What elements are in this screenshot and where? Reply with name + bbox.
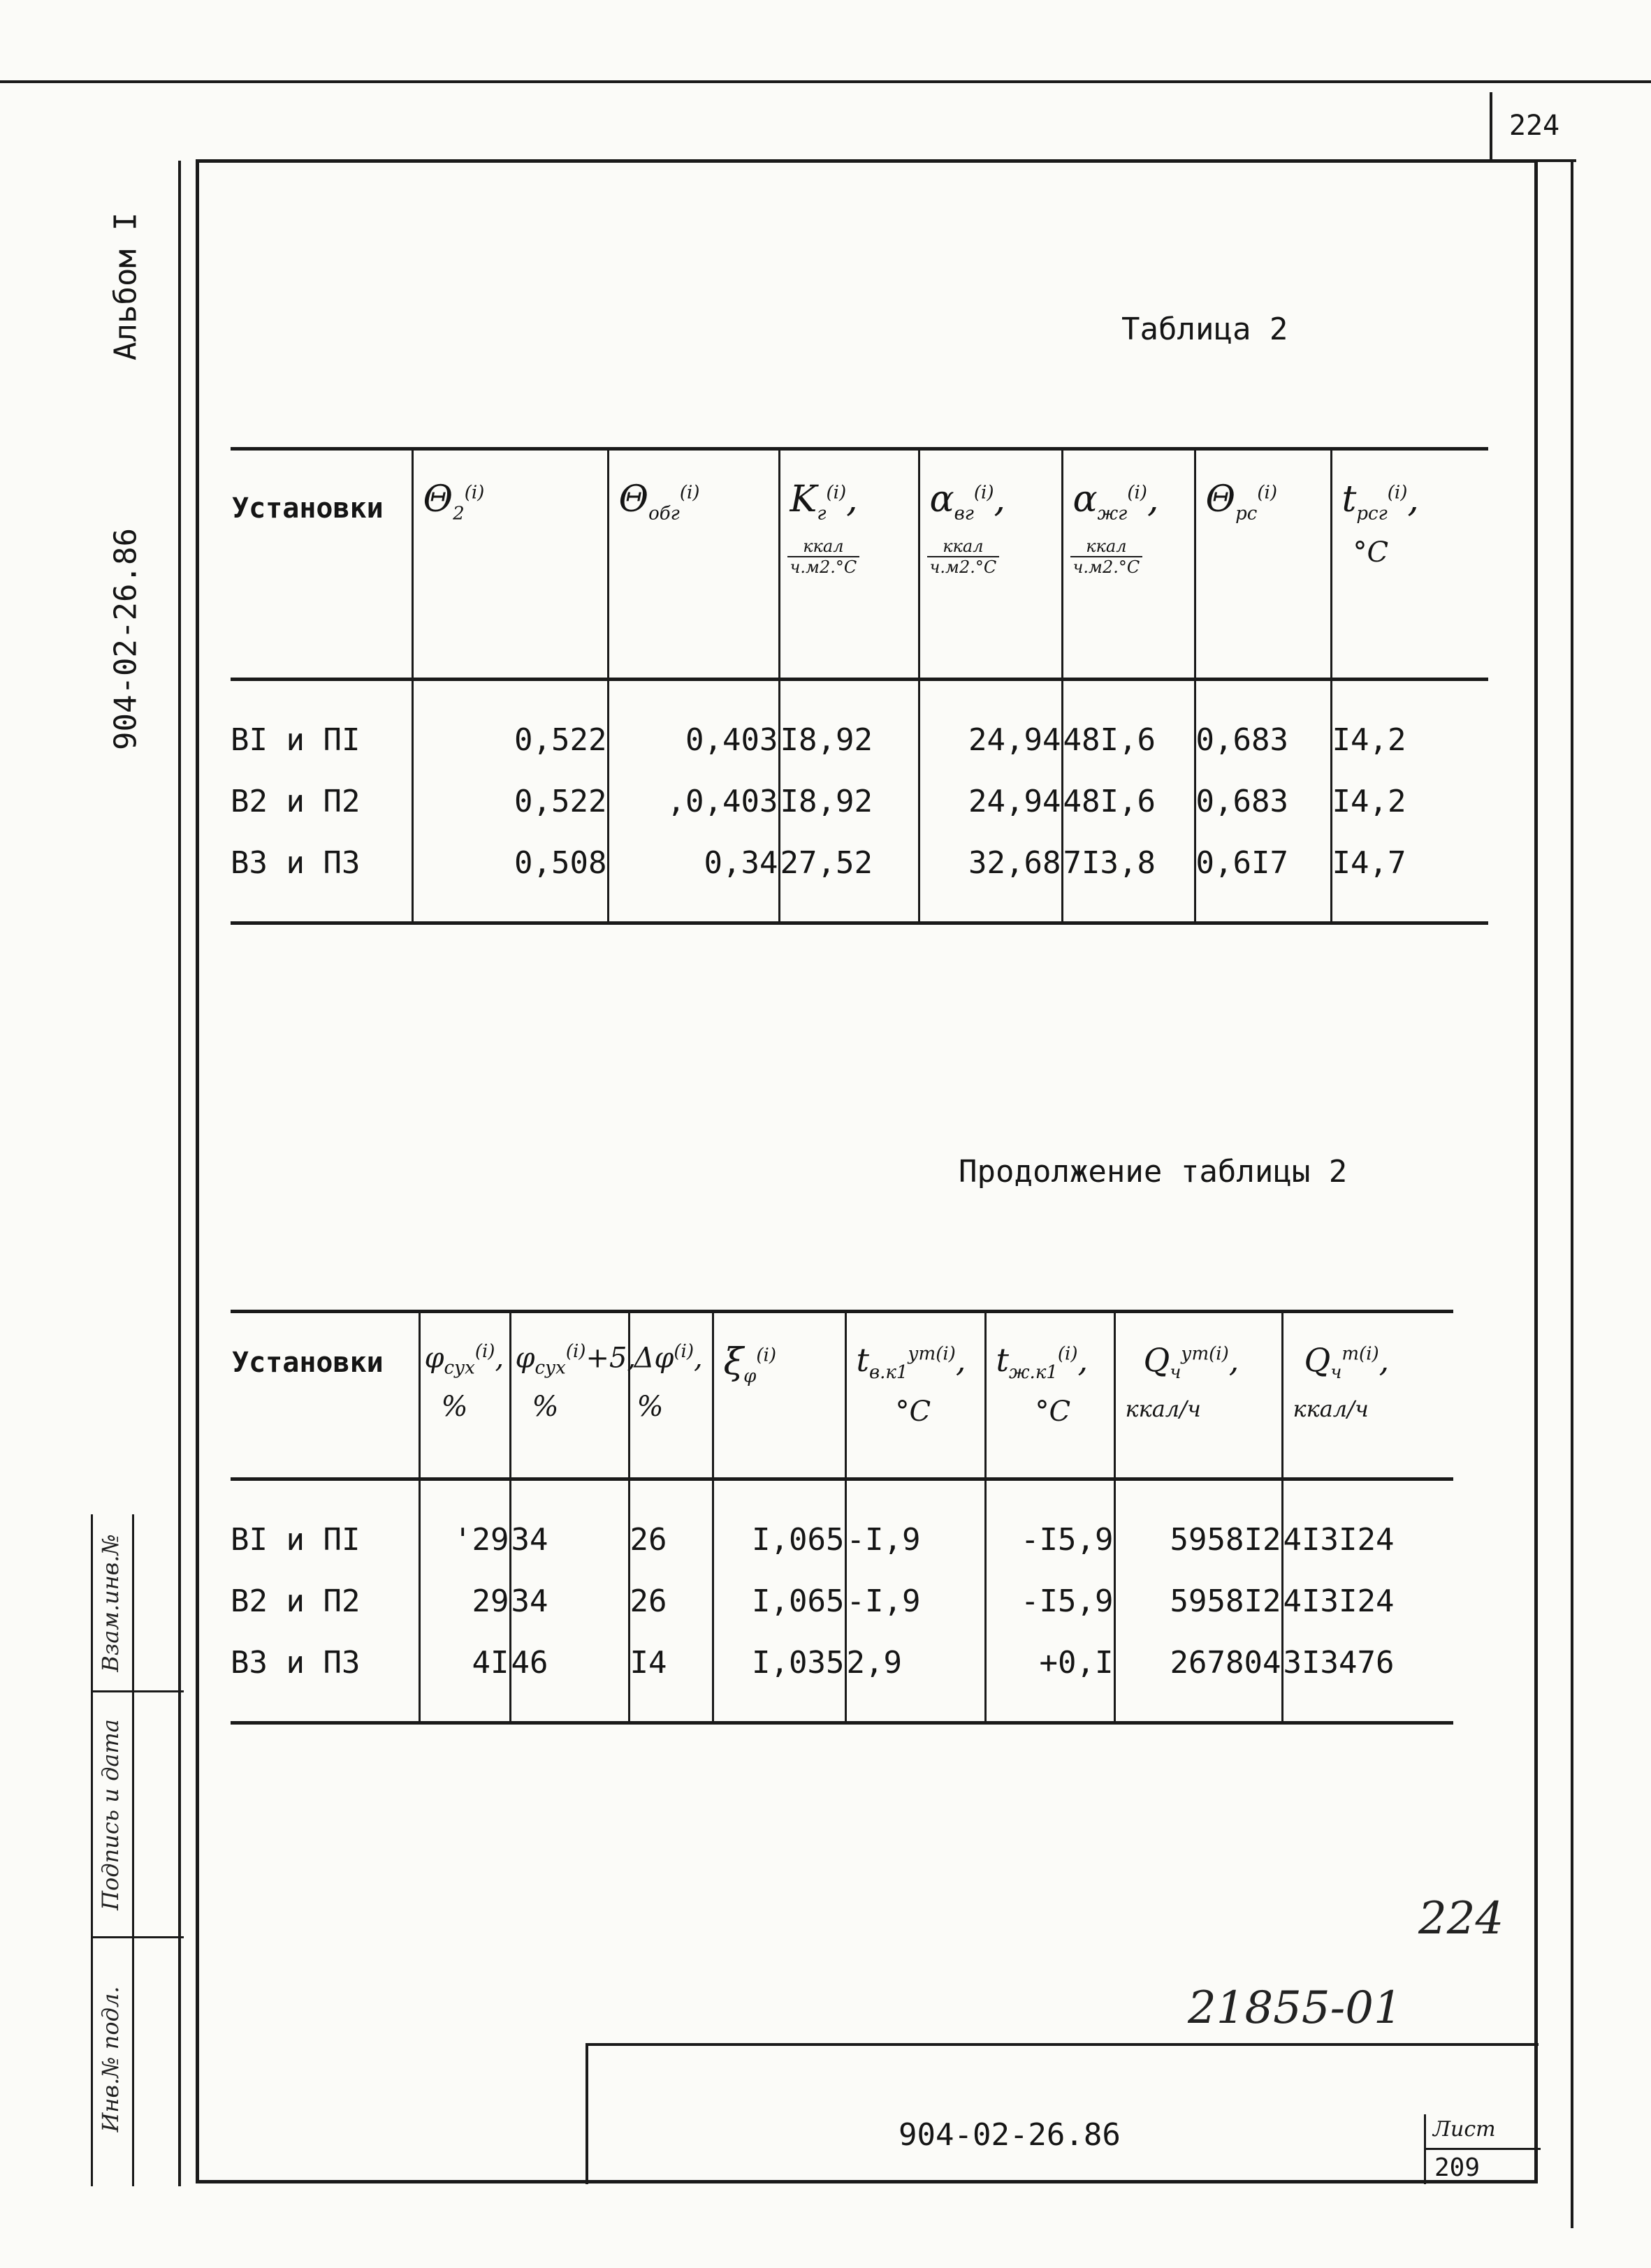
table-cell: 0,683 <box>1195 680 1331 771</box>
table2-header-installations: Установки <box>231 1312 419 1479</box>
title-block-sheet-label: Лист <box>1433 2117 1496 2142</box>
table-cell: I,065 <box>713 1570 845 1632</box>
handwritten-page-number: 224 <box>1418 1893 1504 1945</box>
table-cell: -I,9 <box>845 1479 985 1571</box>
table-cell: 4I3I24 <box>1282 1479 1453 1571</box>
frame-top-line <box>0 80 1651 83</box>
table-cell: I4,7 <box>1331 832 1488 923</box>
table-cell: 0,6I7 <box>1195 832 1331 923</box>
table-cell: -I5,9 <box>985 1570 1114 1632</box>
table2-header-t-vk1: $t_{в.к1}^{ут(i)}$, °C <box>845 1312 985 1479</box>
table-row <box>231 1479 1453 1571</box>
table-row <box>231 1632 1453 1723</box>
table1-header-theta-obg: $\Theta_{обг}^{(i)}$ <box>608 449 779 680</box>
table-cell: 5958I2 <box>1114 1570 1282 1632</box>
side-stamp-inv: Инв.№ подл. <box>97 1986 124 2132</box>
table-row <box>231 770 1488 832</box>
row-label: B2 и П2 <box>231 1583 361 1619</box>
table1-header-kg: $K_г^{(i)}$, $\frac{\text{ккал}}{ч.м2.^\circ C}$ <box>779 449 919 680</box>
row-label: BI и ПI <box>231 1521 361 1558</box>
table-cell: ,0,403 <box>608 770 779 832</box>
row-label: B3 и П3 <box>231 1632 419 1723</box>
title-block-code: 904-02-26.86 <box>899 2117 1121 2153</box>
table-cell: 26 <box>629 1570 713 1632</box>
title-block-sheet-number: 209 <box>1434 2153 1481 2182</box>
row-label: B2 и П2 <box>231 783 361 819</box>
table2-header-t-zhk1: $t_{ж.к1}^{(i)}$, °C <box>985 1312 1114 1479</box>
table2-caption: Продолжение таблицы 2 <box>959 1154 1348 1190</box>
table-cell: 24,94 <box>919 770 1062 832</box>
table-cell: 27,52 <box>779 832 919 923</box>
table1 <box>231 447 1488 925</box>
title-block <box>586 2043 1539 2184</box>
table-cell: 48I,6 <box>1062 680 1195 771</box>
table-cell: I,035 <box>713 1632 845 1723</box>
table-cell: '29 <box>419 1479 510 1571</box>
album-label: Альбом I <box>108 212 144 360</box>
row-label: B3 и П3 <box>231 832 412 923</box>
table2 <box>231 1310 1453 1725</box>
handwritten-order-number: 21855-01 <box>1188 1982 1402 2034</box>
side-stamp-signature: Подпись и дата <box>97 1719 124 1910</box>
table-cell: I,065 <box>713 1479 845 1571</box>
table2-header-q-t: $Q_ч^{т(i)}$, ккал/ч <box>1282 1312 1453 1479</box>
table2-header-q-ut: $Q_ч^{ут(i)}$, ккал/ч <box>1114 1312 1282 1479</box>
table-cell: +0,I <box>985 1632 1114 1723</box>
frame-left <box>196 159 199 2183</box>
sheet-number: 224 <box>1490 92 1576 162</box>
side-code: 904-02-26.86 <box>108 528 144 750</box>
table1-header-alpha-zhg: $\alpha_{жг}^{(i)}$, $\frac{\text{ккал}}{ч.м2.^\circ C}$ <box>1062 449 1195 680</box>
table-cell: 0,683 <box>1195 770 1331 832</box>
table-cell: 32,68 <box>919 832 1062 923</box>
table-cell: 46 <box>510 1632 629 1723</box>
table-cell: 2,9 <box>845 1632 985 1723</box>
frame-top <box>196 159 1537 163</box>
table-cell: I8,92 <box>779 770 919 832</box>
table2-header-phi-sukh-plus5: $\varphi_{сух}^{(i)}+5$, % <box>510 1312 629 1479</box>
table-cell: 48I,6 <box>1062 770 1195 832</box>
table-cell: 267804 <box>1114 1632 1282 1723</box>
table-row <box>231 832 1488 923</box>
table-cell: 0,403 <box>608 680 779 771</box>
table-cell: 7I3,8 <box>1062 832 1195 923</box>
table1-header-installations: Установки <box>231 449 412 680</box>
table1-header-theta-rs: $\Theta_{рс}^{(i)}$ <box>1195 449 1331 680</box>
table1-header-theta2: $\Theta_2^{(i)}$ <box>412 449 608 680</box>
title-block-sheet-cell <box>1424 2114 1541 2184</box>
table-row <box>231 680 1488 771</box>
side-stamp-divider <box>93 1936 184 1938</box>
table2-header-delta-phi: $\Delta\varphi^{(i)}$, % <box>629 1312 713 1479</box>
row-label: BI и ПI <box>231 722 361 758</box>
table-cell: 4I3I24 <box>1282 1570 1453 1632</box>
side-stamp-col-divider <box>132 1514 134 2186</box>
table-cell: I8,92 <box>779 680 919 771</box>
table-cell: 34 <box>510 1570 629 1632</box>
side-stamp-divider <box>93 1690 184 1692</box>
table-cell: I4,2 <box>1331 770 1488 832</box>
table1-header-alpha-vg: $\alpha_{вг}^{(i)}$, $\frac{\text{ккал}}{ч.м2.^\circ C}$ <box>919 449 1062 680</box>
table1-header-t-rsg: $t_{рсг}^{(i)}$, °C <box>1331 449 1488 680</box>
table-cell: 34 <box>510 1479 629 1571</box>
table2-header-phi-sukh: $\varphi_{сух}^{(i)}$, % <box>419 1312 510 1479</box>
side-stamp-replace: Взам.инв.№ <box>97 1534 124 1672</box>
table-cell: 24,94 <box>919 680 1062 771</box>
table-cell: I4,2 <box>1331 680 1488 771</box>
table-cell: 3I3476 <box>1282 1632 1453 1723</box>
table-cell: 0,522 <box>412 770 608 832</box>
frame-right <box>1534 159 1538 2183</box>
table-cell: I4 <box>629 1632 713 1723</box>
table-cell: 0,34 <box>608 832 779 923</box>
table-row <box>231 1570 1453 1632</box>
title-block-sheet-divider <box>1426 2148 1541 2150</box>
frame-outer-right <box>1571 161 1573 2228</box>
table-cell: 0,508 <box>412 832 608 923</box>
table1-caption: Таблица 2 <box>1121 312 1288 347</box>
table-cell: 4I <box>419 1632 510 1723</box>
table-cell: 29 <box>419 1570 510 1632</box>
table-cell: 5958I2 <box>1114 1479 1282 1571</box>
table-cell: -I,9 <box>845 1570 985 1632</box>
table-cell: -I5,9 <box>985 1479 1114 1571</box>
table-cell: 0,522 <box>412 680 608 771</box>
table-cell: 26 <box>629 1479 713 1571</box>
table2-header-xi-phi: $\xi_\varphi^{(i)}$ <box>713 1312 845 1479</box>
